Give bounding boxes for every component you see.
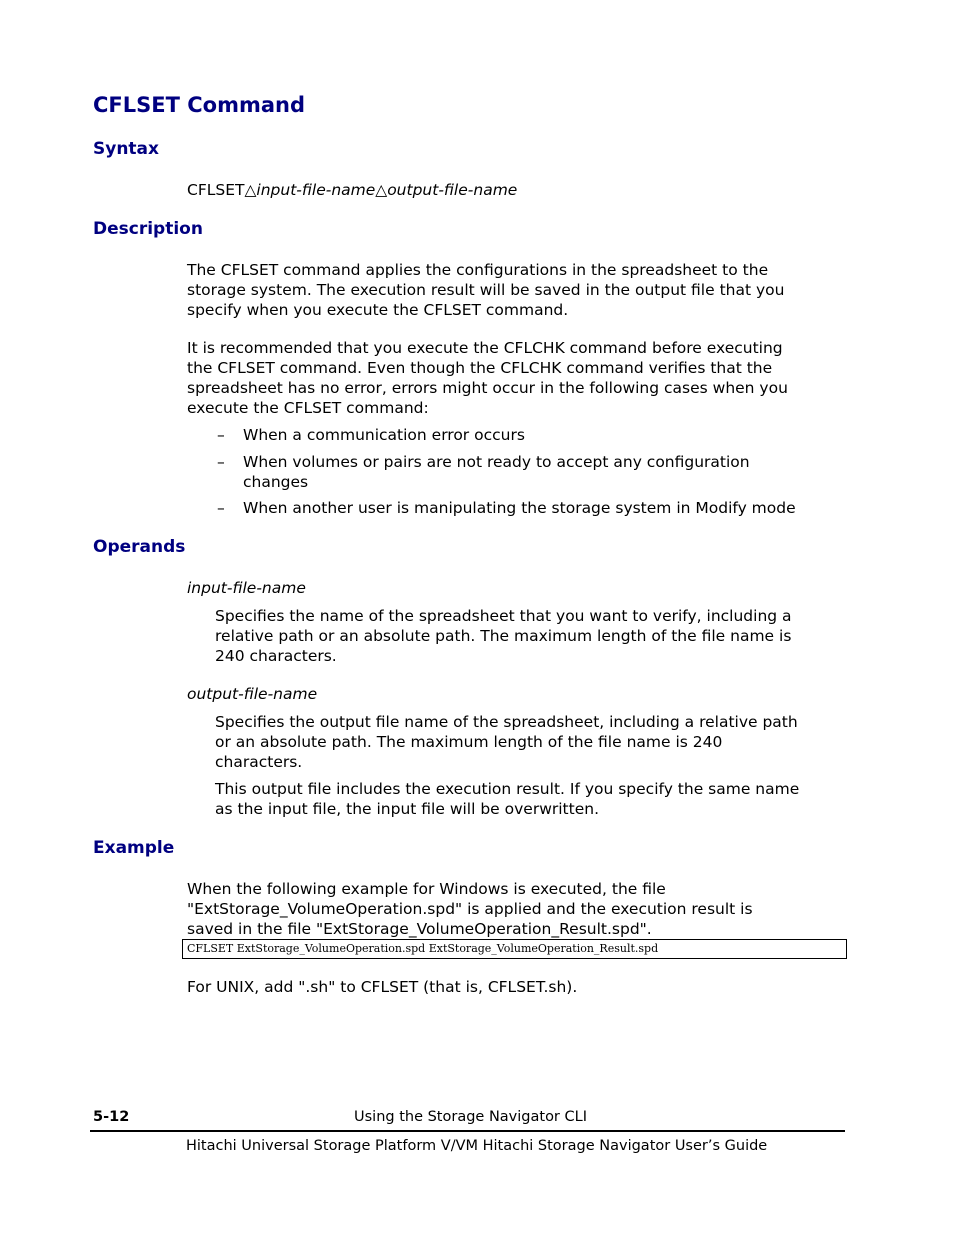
description-paragraph-2 xyxy=(187,338,788,418)
text-line: When a communication error occurs xyxy=(243,426,525,444)
operand-input-description xyxy=(215,606,792,666)
bullet-item xyxy=(243,452,750,492)
footer-divider xyxy=(90,1130,845,1132)
bullet-item xyxy=(243,425,525,445)
code-example-box xyxy=(182,939,847,959)
example-intro xyxy=(187,879,753,939)
operand-output-description-1 xyxy=(215,712,798,772)
text-line: specify when you execute the CFLSET command. xyxy=(187,301,569,319)
text-line: saved in the file "ExtStorage_VolumeOperation_Result.spd". xyxy=(187,920,652,938)
text-line: 240 characters. xyxy=(215,647,337,665)
syntax-arg-output: output-file-name xyxy=(387,181,518,199)
text-line: as the input file, the input file will be overwritten. xyxy=(215,800,600,818)
text-line: Specifies the output file name of the spreadsheet, including a relative path xyxy=(215,713,798,731)
text-line: This output file includes the execution result. If you specify the same name xyxy=(215,780,800,798)
bullet-marker: – xyxy=(217,453,225,471)
operand-output-name: output-file-name xyxy=(187,685,318,703)
description-paragraph-1 xyxy=(187,260,784,320)
text-line: execute the CFLSET command: xyxy=(187,399,429,417)
text-line: When the following example for Windows is executed, the file xyxy=(187,880,666,898)
unix-note: For UNIX, add ".sh" to CFLSET (that is, CFLSET.sh). xyxy=(187,978,578,996)
operand-output-description-2 xyxy=(215,779,799,819)
text-line: Specifies the name of the spreadsheet that you want to verify, including a xyxy=(215,607,792,625)
text-line: characters. xyxy=(215,753,303,771)
text-line: The CFLSET command applies the configurations in the spreadsheet to the xyxy=(187,261,769,279)
text-line: or an absolute path. The maximum length of the file name is 240 xyxy=(215,733,723,751)
page-title: CFLSET Command xyxy=(93,93,305,117)
description-heading: Description xyxy=(93,219,203,239)
bullet-marker: – xyxy=(217,499,225,517)
syntax-arg-input: input-file-name xyxy=(256,181,376,199)
text-line: When volumes or pairs are not ready to accept any configuration xyxy=(243,453,750,471)
text-line: When another user is manipulating the storage system in Modify mode xyxy=(243,499,796,517)
operands-heading: Operands xyxy=(93,537,186,557)
operand-input-name: input-file-name xyxy=(187,579,306,597)
syntax-separator: △ xyxy=(375,181,388,199)
text-line: relative path or an absolute path. The maximum length of the file name is xyxy=(215,627,792,645)
example-heading: Example xyxy=(93,838,175,858)
text-line: changes xyxy=(243,473,309,491)
syntax-separator: △ xyxy=(244,181,257,199)
syntax-line xyxy=(187,180,517,200)
syntax-command: CFLSET xyxy=(187,181,245,199)
footer-guide-title: Hitachi Universal Storage Platform V/VM Hitachi Storage Navigator User’s Guide xyxy=(186,1138,768,1154)
bullet-item xyxy=(243,498,796,518)
syntax-heading: Syntax xyxy=(93,139,159,159)
text-line: It is recommended that you execute the CFLCHK command before executing xyxy=(187,339,783,357)
code-example: CFLSET ExtStorage_VolumeOperation.spd ExtStorage_VolumeOperation_Result.spd xyxy=(187,942,659,955)
text-line: the CFLSET command. Even though the CFLCHK command verifies that the xyxy=(187,359,773,377)
text-line: "ExtStorage_VolumeOperation.spd" is applied and the execution result is xyxy=(187,900,753,918)
footer-section-title: Using the Storage Navigator CLI xyxy=(354,1109,587,1125)
bullet-marker: – xyxy=(217,426,225,444)
text-line: spreadsheet has no error, errors might occur in the following cases when you xyxy=(187,379,788,397)
text-line: storage system. The execution result will be saved in the output file that you xyxy=(187,281,785,299)
page-number: 5-12 xyxy=(93,1109,130,1125)
